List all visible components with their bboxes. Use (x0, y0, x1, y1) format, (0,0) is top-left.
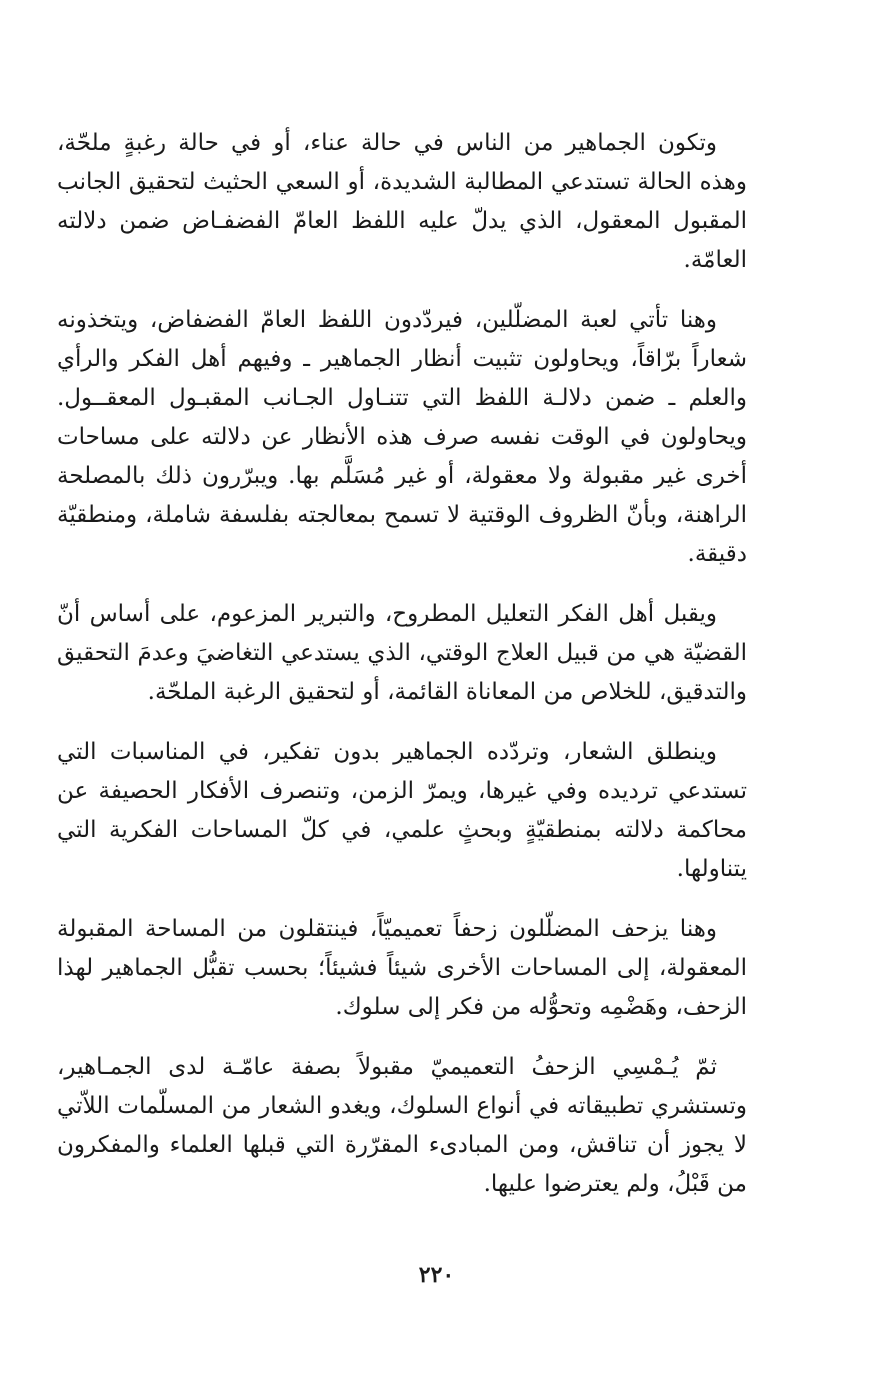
paragraph-1: وتكون الجماهير من الناس في حالة عناء، أو في حالة رغبةٍ ملحّة، وهذه الحالة تستدعي المطالبة الشديدة، أو السعي الحثيث لتحقيق الجانب المقبول المعقول، الذي يدلّ عليه اللفظ العامّ الفضفـاض ضمن دلالته العامّة. (57, 130, 747, 273)
paragraph-3: ويقبل أهل الفكر التعليل المطروح، والتبرير المزعوم، على أساس أنّ القضيّة هي من قبيل العلاج الوقتي، الذي يستدعي التغاضيَ وعدمَ التحقيق والتدقيق، للخلاص من المعاناة القائمة، أو لتحقيق الرغبة الملحّة. (57, 601, 747, 705)
body-text (57, 124, 747, 1225)
paragraph-6: ثمّ يُـمْسِي الزحفُ التعميميّ مقبولاً بصفة عامّـة لدى الجمـاهير، وتستشري تطبيقاته في أنواع السلوك، ويغدو الشعار من المسلّمات اللاّتي لا يجوز أن تناقش، ومن المبادىء المقرّرة التي قبلها العلماء والمفكرون من قَبْلُ، ولم يعترضوا عليها. (57, 1054, 747, 1197)
paragraph-4: وينطلق الشعار، وتردّده الجماهير بدون تفكير، في المناسبات التي تستدعي ترديده وفي غيرها، ويمرّ الزمن، وتنصرف الأفكار الحصيفة عن محاكمة دلالته بمنطقيّةٍ وبحثٍ علمي، في كلّ المساحات الفكرية التي يتناولها. (57, 739, 747, 882)
page-number: ٢٢٠ (418, 1262, 455, 1288)
paragraph-5: وهنا يزحف المضلّلون زحفاً تعميميّاً، فينتقلون من المساحة المقبولة المعقولة، إلى المساحات الأخرى شيئاً فشيئاً؛ بحسب تقبُّل الجماهير لهذا الزحف، وهَضْمِه وتحوُّله من فكر إلى سلوك. (57, 916, 748, 1020)
paragraph-2: وهنا تأتي لعبة المضلّلين، فيردّدون اللفظ العامّ الفضفاض، ويتخذونه شعاراً برّاقاً، ويحاولون تثبيت أنظار الجماهير ـ وفيهم أهل الفكر والرأي والعلم ـ ضمن دلالـة اللفظ التي تتنـاول الجـانب المقبـول المعقــول. ويحاولون في الوقت نفسه صرف هذه الأنظار عن دلالته على مساحات أخرى غير مقبولة ولا معقولة، أو غير مُسَلَّم بها. ويبرّرون ذلك بالمصلحة الراهنة، وبأنّ الظروف الوقتية لا تسمح بمعالجته بفلسفة شاملة، ومنطقيّة دقيقة. (57, 307, 747, 567)
